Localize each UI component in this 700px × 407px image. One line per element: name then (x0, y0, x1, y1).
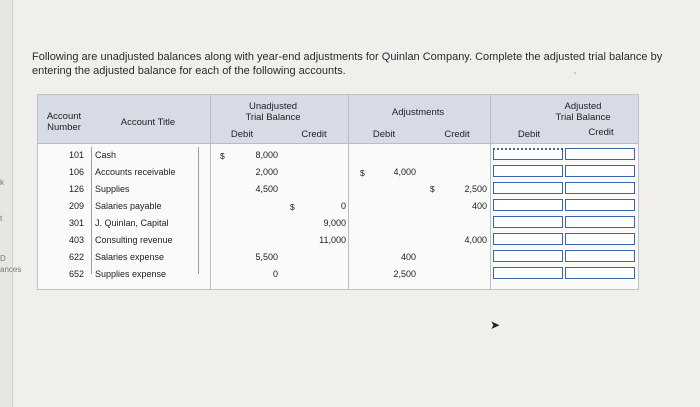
adjusted-debit-input[interactable] (493, 199, 563, 211)
header-adjusted-debit: Debit (517, 129, 541, 140)
header-unadjusted-trial-balance: Unadjusted Trial Balance (245, 101, 301, 123)
header-account-title: Account Title (120, 117, 176, 128)
account-title: Cash (95, 150, 117, 160)
adjusted-trial-balance-table (37, 94, 639, 290)
adjustment-credit: 400 (471, 201, 487, 211)
account-number: 622 (68, 252, 84, 262)
adjusted-credit-input[interactable] (565, 148, 635, 160)
text-cursor-icon: ʼ (574, 71, 576, 81)
account-number: 101 (68, 150, 84, 160)
account-number: 126 (68, 184, 84, 194)
account-title: Salaries payable (95, 201, 162, 211)
adjusted-debit-input[interactable] (493, 233, 563, 245)
adjusted-credit-input[interactable] (565, 250, 635, 262)
currency-symbol: $ (430, 184, 435, 194)
adjustment-credit: 2,500 (464, 184, 487, 194)
account-number: 403 (68, 235, 84, 245)
adjusted-credit-input[interactable] (565, 216, 635, 228)
header-adj-debit: Debit (372, 129, 396, 140)
divider (210, 95, 211, 289)
sidebar-mark: ances (0, 265, 22, 274)
adjusted-credit-input[interactable] (565, 199, 635, 211)
sidebar-mark: k (0, 178, 4, 187)
table-header (38, 95, 638, 144)
header-adjustments: Adjustments (391, 107, 445, 118)
unadjusted-credit: 9,000 (323, 218, 346, 228)
adjusted-credit-input[interactable] (565, 182, 635, 194)
unadjusted-credit: 11,000 (319, 235, 346, 245)
currency-symbol: $ (290, 202, 295, 212)
question-prompt: Following are unadjusted balances along with year-end adjustments for Quinlan Company. Complete the adjusted trial balance by entering the adjusted balance for each of the following accounts. (32, 51, 663, 77)
header-adj-credit: Credit (444, 129, 470, 140)
header-account-number: Account Number (46, 111, 82, 133)
account-number: 209 (68, 201, 84, 211)
account-number: 301 (68, 218, 84, 228)
adjusted-debit-input[interactable] (493, 182, 563, 194)
left-sidebar (0, 0, 22, 407)
unadjusted-debit: 8,000 (255, 150, 278, 160)
account-title: Supplies expense (95, 269, 167, 279)
adjusted-credit-input[interactable] (565, 233, 635, 245)
account-number: 106 (68, 167, 84, 177)
sidebar-mark: t (0, 214, 3, 223)
divider (348, 95, 349, 289)
account-number: 652 (68, 269, 84, 279)
adjusted-debit-input[interactable] (493, 165, 563, 177)
header-ut-credit: Credit (301, 129, 327, 140)
header-adjusted-credit: Credit (588, 127, 614, 138)
unadjusted-debit: 2,000 (255, 167, 278, 177)
adjusted-credit-input[interactable] (565, 267, 635, 279)
unadjusted-credit: 0 (340, 201, 346, 211)
divider (490, 95, 491, 289)
mouse-pointer-icon: ➤ (490, 318, 501, 332)
account-title: Accounts receivable (95, 167, 176, 177)
unadjusted-debit: 4,500 (255, 184, 278, 194)
adjusted-debit-input[interactable] (493, 148, 563, 160)
adjustment-debit: 400 (400, 252, 416, 262)
adjusted-debit-input[interactable] (493, 216, 563, 228)
adjustment-debit: 4,000 (393, 167, 416, 177)
header-adjusted-trial-balance: Adjusted Trial Balance (555, 101, 611, 123)
header-ut-debit: Debit (230, 129, 254, 140)
adjustment-credit: 4,000 (464, 235, 487, 245)
sidebar-mark: D (0, 254, 6, 263)
account-title: Supplies (95, 184, 130, 194)
account-title: Consulting revenue (95, 235, 173, 245)
account-title: J. Quinlan, Capital (95, 218, 169, 228)
currency-symbol: $ (220, 151, 225, 161)
adjustment-debit: 2,500 (393, 269, 416, 279)
currency-symbol: $ (360, 168, 365, 178)
adjusted-debit-input[interactable] (493, 250, 563, 262)
unadjusted-debit: 5,500 (255, 252, 278, 262)
adjusted-credit-input[interactable] (565, 165, 635, 177)
account-title: Salaries expense (95, 252, 165, 262)
adjusted-debit-input[interactable] (493, 267, 563, 279)
unadjusted-debit: 0 (272, 269, 278, 279)
